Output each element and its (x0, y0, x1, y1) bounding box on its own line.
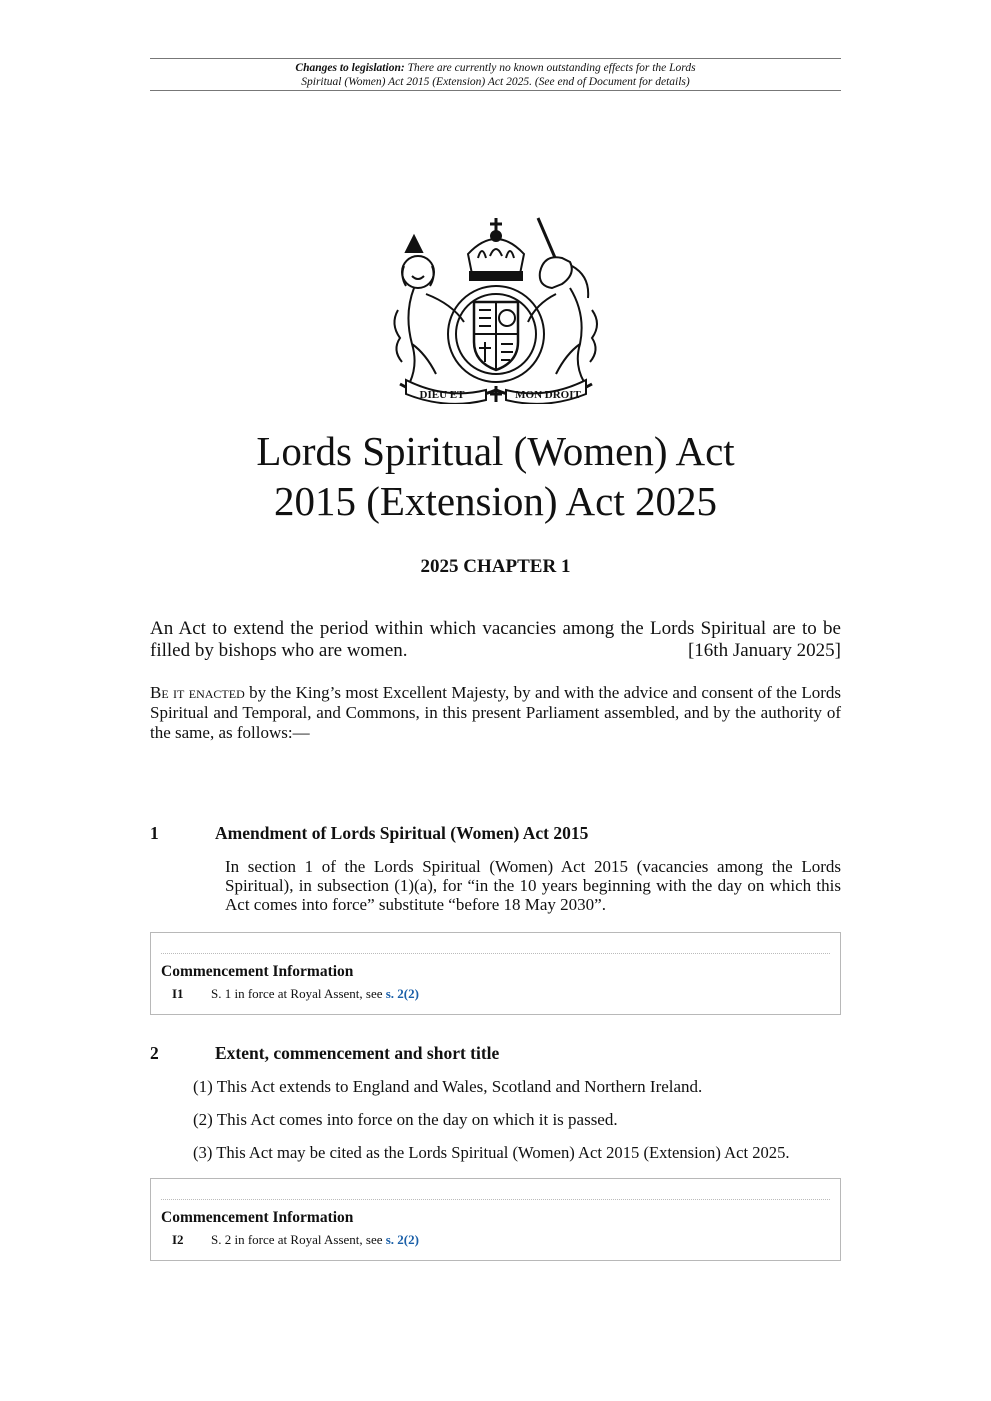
long-title-text: An Act to extend the period within which vacancies among the Lords Spiritual are to be filled by bishops who are women. (150, 618, 841, 661)
royal-assent-date: [16th January 2025] (687, 640, 841, 661)
commencement-info-box-1 (150, 932, 841, 1015)
section-1-body: In section 1 of the Lords Spiritual (Women) Act 2015 (vacancies among the Lords Spiritual), in subsection (1)(a), for “in the 10 years beginning with the day on which this Act comes into force” substitute “before 18 May 2030”. (225, 857, 841, 914)
commencement-text (211, 1232, 419, 1248)
enacting-formula (150, 683, 841, 743)
dotted-divider (161, 953, 830, 954)
chapter-number: 2025 CHAPTER 1 (420, 556, 571, 577)
long-title (150, 618, 841, 662)
commencement-id: I1 (172, 986, 184, 1001)
enacting-small-caps: Be it enacted (150, 683, 245, 702)
enacting-text: by the King’s most Excellent Majesty, by and with the advice and consent of the Lords Spiritual and Temporal, and Commons, in this present Parliament assembled, and by the authority of the same, as follows:— (150, 683, 841, 742)
changes-to-legislation-banner (150, 58, 841, 91)
dotted-divider (161, 1199, 830, 1200)
commencement-info-box-2 (150, 1178, 841, 1261)
act-title-line1: Lords Spiritual (Women) Act (256, 428, 735, 474)
commencement-note: S. 1 in force at Royal Assent, see (211, 986, 386, 1001)
crest-motto-right: MON DROIT (515, 389, 581, 401)
crest-motto-left: DIEU ET (419, 389, 465, 401)
subsection-1: (1) This Act extends to England and Wales, Scotland and Northern Ireland. (193, 1077, 703, 1096)
commencement-title: Commencement Information (161, 963, 354, 980)
section-number: 2 (150, 1043, 159, 1063)
subsection-2: (2) This Act comes into force on the day on which it is passed. (193, 1110, 618, 1129)
commencement-note: S. 2 in force at Royal Assent, see (211, 1232, 386, 1247)
changes-text-line1: There are currently no known outstanding effects for the Lords (407, 62, 696, 74)
subsection-3: (3) This Act may be cited as the Lords Spiritual (Women) Act 2015 (Extension) Act 2025. (193, 1143, 790, 1162)
changes-label: Changes to legislation: (295, 62, 405, 74)
commencement-title: Commencement Information (161, 1209, 354, 1226)
section-title: Amendment of Lords Spiritual (Women) Act 2015 (215, 823, 589, 843)
royal-coat-of-arms-icon (386, 214, 606, 404)
section-title: Extent, commencement and short title (215, 1043, 500, 1063)
section-number: 1 (150, 823, 159, 843)
act-title-line2: 2015 (Extension) Act 2025 (274, 478, 717, 524)
changes-text-line2: Spiritual (Women) Act 2015 (Extension) Act 2025. (See end of Document for details) (301, 76, 690, 88)
commencement-text (211, 986, 419, 1002)
commencement-id: I2 (172, 1232, 184, 1247)
section-2-2-link[interactable]: s. 2(2) (385, 986, 419, 1001)
section-2-2-link[interactable]: s. 2(2) (385, 1232, 419, 1247)
act-title (150, 426, 841, 526)
